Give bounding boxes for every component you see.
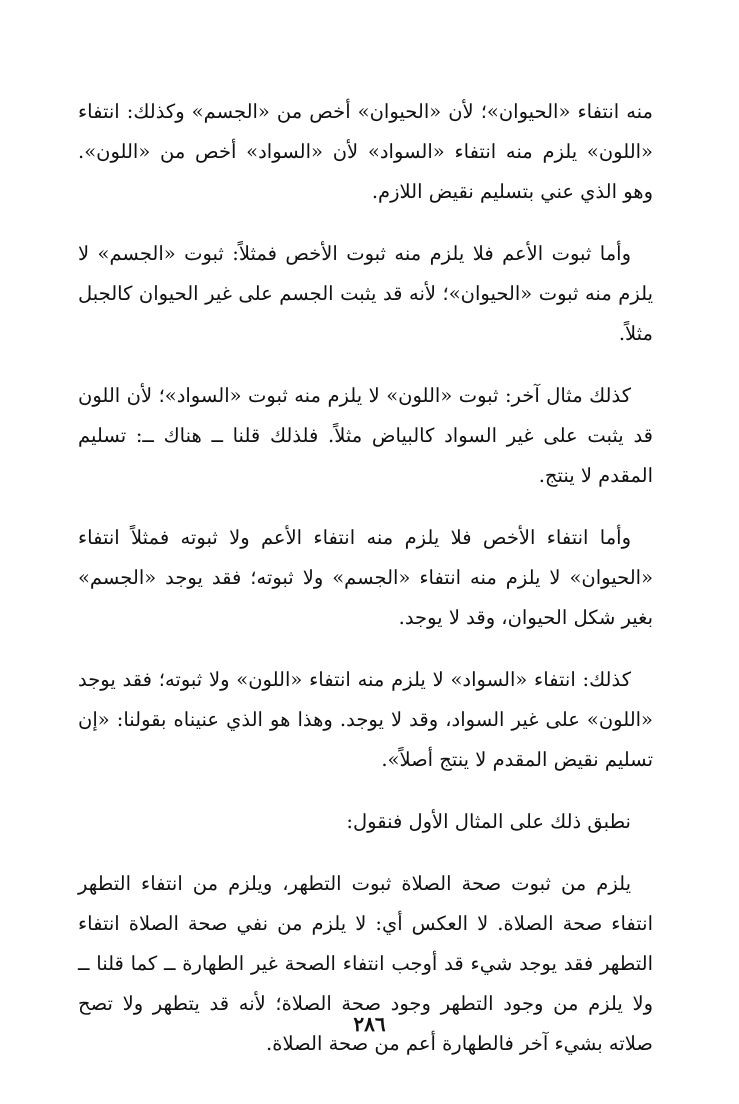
body-text: [78, 92, 653, 1064]
page-number: ٢٨٦: [353, 1012, 386, 1036]
paragraph-1: منه انتفاء «الحيوان»؛ لأن «الحيوان» أخص من «الجسم» وكذلك: انتفاء «اللون» يلزم منه انتفاء «السواد» لأن «السواد» أخص من «اللون». وهو الذي عني بتسليم نقيض اللازم.: [78, 100, 653, 203]
paragraph-5: كذلك: انتفاء «السواد» لا يلزم منه انتفاء «اللون» ولا ثبوته؛ فقد يوجد «اللون» على غير السواد، وقد لا يوجد. وهذا هو الذي عنيناه بقولنا: «إن تسليم نقيض المقدم لا ينتج أصلاً».: [78, 668, 653, 771]
paragraph-7: يلزم من ثبوت صحة الصلاة ثبوت التطهر، ويلزم من انتفاء التطهر انتفاء صحة الصلاة. لا العكس أي: لا يلزم من نفي صحة الصلاة انتفاء التطهر فقد يوجد شيء قد أوجب انتفاء الصحة غير الطهارة ــ كما قلنا ــ ولا يلزم من وجود التطهر وجود صحة الصلاة؛ لأنه قد يتطهر ولا تصح صلاته بشيء آخر فالطهارة أعم من صحة الصلاة.: [78, 872, 653, 1055]
paragraph-6: نطبق ذلك على المثال الأول فنقول:: [346, 810, 631, 833]
paragraph-2: وأما ثبوت الأعم فلا يلزم منه ثبوت الأخص فمثلاً: ثبوت «الجسم» لا يلزم منه ثبوت «الحيوان»؛ لأنه قد يثبت الجسم على غير الحيوان كالجبل مثلاً.: [78, 242, 653, 345]
paragraph-4: وأما انتفاء الأخص فلا يلزم منه انتفاء الأعم ولا ثبوته فمثلاً انتفاء «الحيوان» لا يلزم منه انتفاء «الجسم» ولا ثبوته؛ فقد يوجد «الجسم» بغير شكل الحيوان، وقد لا يوجد.: [78, 526, 653, 629]
paragraph-3: كذلك مثال آخر: ثبوت «اللون» لا يلزم منه ثبوت «السواد»؛ لأن اللون قد يثبت على غير السواد كالبياض مثلاً. فلذلك قلنا ــ هناك ــ: تسليم المقدم لا ينتج.: [78, 384, 653, 487]
